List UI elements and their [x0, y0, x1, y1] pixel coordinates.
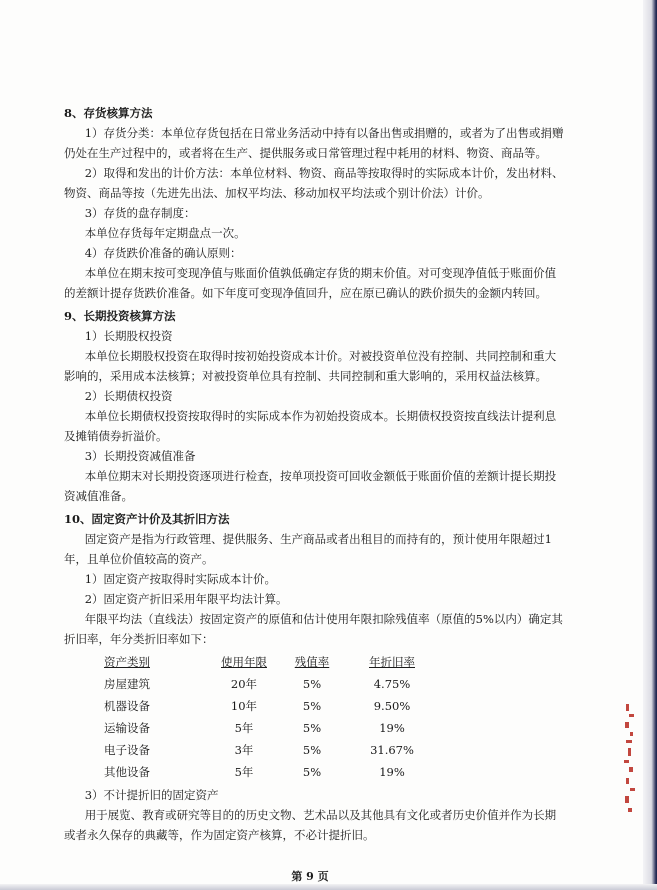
table-cell: 9.50% — [373, 699, 411, 713]
table-cell: 4.75% — [373, 677, 411, 691]
section-10-method: 年限平均法（直线法）按固定资产的原值和估计使用年限扣除残值率（原值的5%以内）确定其折旧率，年分类折旧率如下： — [64, 612, 563, 646]
section-10-item-3: 3）不计提折旧的固定资产 — [84, 788, 219, 802]
table-cell: 19% — [379, 721, 405, 735]
section-10-intro: 固定资产是指为行政管理、提供服务、生产商品或者出租目的而持有的，预计使用年限超过1年，且单位价值较高的资产。 — [64, 532, 552, 566]
section-8-item-2: 2）取得和发出的计价方法：本单位材料、物资、商品等按取得时的实际成本计价，发出材料、物资、商品等按（先进先出法、加权平均法、移动加权平均法或个别计价法）计价。 — [64, 166, 564, 200]
table-header-cell: 年折旧率 — [369, 655, 415, 669]
table-cell: 其他设备 — [104, 765, 150, 779]
section-10-item-3-body: 用于展览、教育或研究等目的的历史文物、艺术品以及其他具有文化或者历史价值并作为长期或者永久保存的典藏等，作为固定资产核算，不必计提折旧。 — [64, 808, 557, 842]
seal-stamp-edge — [617, 700, 641, 820]
depreciation-table — [100, 651, 440, 783]
table-cell: 20年 — [230, 677, 258, 691]
section-9-item-2: 2）长期债权投资 — [84, 389, 173, 403]
page-number: 第 9 页 — [291, 870, 329, 883]
section-9-item-1: 1）长期股权投资 — [84, 329, 173, 343]
table-cell: 5% — [302, 721, 322, 735]
table-cell: 5年 — [234, 765, 254, 779]
table-cell: 19% — [379, 765, 405, 779]
scan-edge-right — [643, 0, 657, 890]
scan-edge-bottom — [0, 884, 657, 890]
table-cell: 房屋建筑 — [104, 677, 150, 691]
section-9-item-3: 3）长期投资减值准备 — [84, 449, 196, 463]
section-9-item-1-body: 本单位长期股权投资在取得时按初始投资成本计价。对被投资单位没有控制、共同控制和重大影响的，采用成本法核算；对被投资单位具有控制、共同控制和重大影响的，采用权益法核算。 — [64, 349, 557, 383]
table-cell: 5% — [302, 699, 322, 713]
document-body — [64, 100, 564, 845]
table-row — [100, 739, 440, 761]
section-9-item-3-body: 本单位期末对长期投资逐项进行检查，按单项投资可回收金额低于账面价值的差额计提长期投资减值准备。 — [64, 469, 557, 503]
section-10-item-2: 2）固定资产折旧采用年限平均法计算。 — [84, 592, 288, 606]
section-8-item-4: 4）存货跌价准备的确认原则： — [84, 246, 242, 260]
table-row — [100, 695, 440, 717]
table-header-cell: 残值率 — [294, 655, 330, 669]
section-9-item-2-body: 本单位长期债权投资按取得时的实际成本作为初始投资成本。长期债权投资按直线法计提利息及摊销债券折溢价。 — [64, 409, 557, 443]
table-cell: 机器设备 — [104, 699, 150, 713]
table-cell: 5% — [302, 765, 322, 779]
table-row — [100, 761, 440, 783]
table-cell: 3年 — [234, 743, 254, 757]
section-8-item-3: 3）存货的盘存制度： — [84, 206, 196, 220]
table-row — [100, 673, 440, 695]
table-cell: 5年 — [234, 721, 254, 735]
table-cell: 运输设备 — [104, 721, 150, 735]
table-header-row — [100, 651, 440, 673]
section-8-item-4-body: 本单位在期末按可变现净值与账面价值孰低确定存货的期末价值。对可变现净值低于账面价值的差额计提存货跌价准备。如下年度可变现净值回升，应在原已确认的跌价损失的金额内转回。 — [64, 266, 557, 300]
table-cell: 5% — [302, 677, 322, 691]
table-row — [100, 717, 440, 739]
section-8-item-1: 1）存货分类：本单位存货包括在日常业务活动中持有以备出售或捐赠的，或者为了出售或捐赠仍处在生产过程中的，或者将在生产、提供服务或日常管理过程中耗用的材料、物资、商品等。 — [64, 126, 564, 160]
section-10-title: 10、固定资产计价及其折旧方法 — [64, 512, 230, 526]
table-cell: 5% — [302, 743, 322, 757]
table-cell: 10年 — [230, 699, 258, 713]
section-8-title: 8、存货核算方法 — [64, 106, 153, 120]
table-header-cell: 资产类别 — [104, 655, 150, 669]
section-9-title: 9、长期投资核算方法 — [64, 309, 176, 323]
section-8-item-3-body: 本单位存货每年定期盘点一次。 — [84, 226, 246, 240]
section-10-item-1: 1）固定资产按取得时实际成本计价。 — [84, 572, 277, 586]
table-cell: 电子设备 — [104, 743, 150, 757]
table-header-cell: 使用年限 — [221, 655, 267, 669]
table-cell: 31.67% — [370, 743, 414, 757]
